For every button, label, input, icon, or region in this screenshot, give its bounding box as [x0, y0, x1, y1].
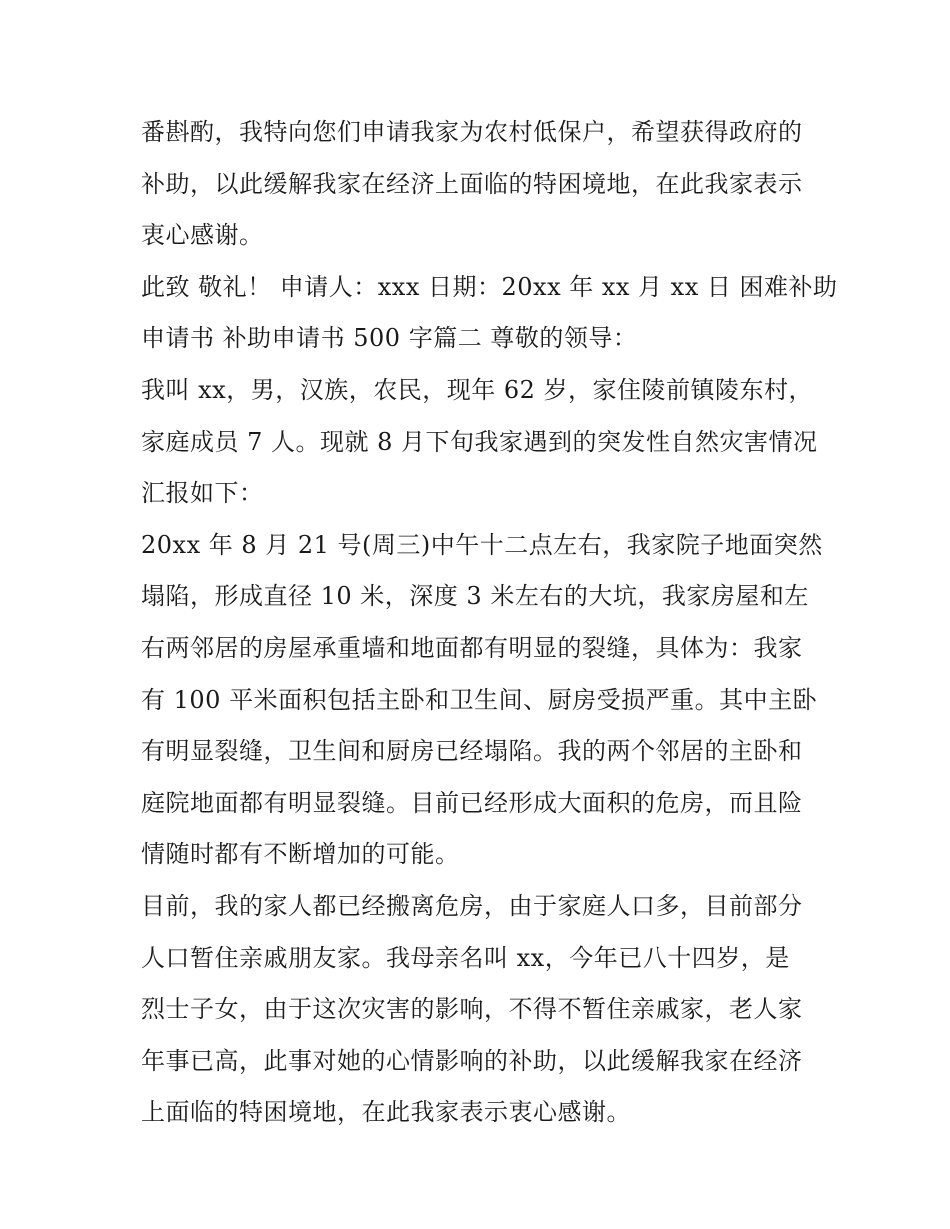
text-line: 人口暂住亲戚朋友家。我母亲名叫 xx，今年已八十四岁，是 [141, 943, 790, 972]
document-body [141, 107, 838, 1139]
text-line: 烈士子女，由于这次灾害的影响，不得不暂住亲戚家，老人家 [141, 995, 803, 1024]
text-line: 右两邻居的房屋承重墙和地面都有明显的裂缝，具体为：我家 [141, 633, 803, 662]
text-line: 目前，我的家人都已经搬离危房，由于家庭人口多，目前部分 [141, 891, 803, 920]
text-line: 补助，以此缓解我家在经济上面临的特困境地，在此我家表示 [141, 169, 803, 198]
text-line: 汇报如下： [141, 479, 264, 508]
text-line: 情随时都有不断增加的可能。 [141, 840, 460, 869]
text-line: 有 100 平米面积包括主卧和卫生间、厨房受损严重。其中主卧 [141, 685, 818, 714]
text-line: 申请书 补助申请书 500 字篇二 尊敬的领导： [141, 324, 638, 353]
text-line: 年事已高，此事对她的心情影响的补助，以此缓解我家在经济 [141, 1046, 803, 1075]
text-line: 有明显裂缝，卫生间和厨房已经塌陷。我的两个邻居的主卧和 [141, 737, 803, 766]
text-line: 20xx 年 8 月 21 号(周三)中午十二点左右，我家院子地面突然 [141, 530, 823, 559]
text-line: 番斟酌，我特向您们申请我家为农村低保户，希望获得政府的 [141, 118, 803, 146]
text-line: 家庭成员 7 人。现就 8 月下旬我家遇到的突发性自然灾害情况 [141, 427, 818, 456]
text-line: 庭院地面都有明显裂缝。目前已经形成大面积的危房，而且险 [141, 788, 803, 817]
text-line: 此致 敬礼！ 申请人：xxx 日期：20xx 年 xx 月 xx 日 困难补助 [141, 272, 838, 301]
text-line: 衷心感谢。 [141, 221, 264, 250]
text-line: 上面临的特困境地，在此我家表示衷心感谢。 [141, 1098, 631, 1127]
text-line: 我叫 xx，男，汉族，农民，现年 62 岁，家住陵前镇陵东村， [141, 375, 813, 404]
text-line: 塌陷，形成直径 10 米，深度 3 米左右的大坑，我家房屋和左 [141, 582, 809, 611]
